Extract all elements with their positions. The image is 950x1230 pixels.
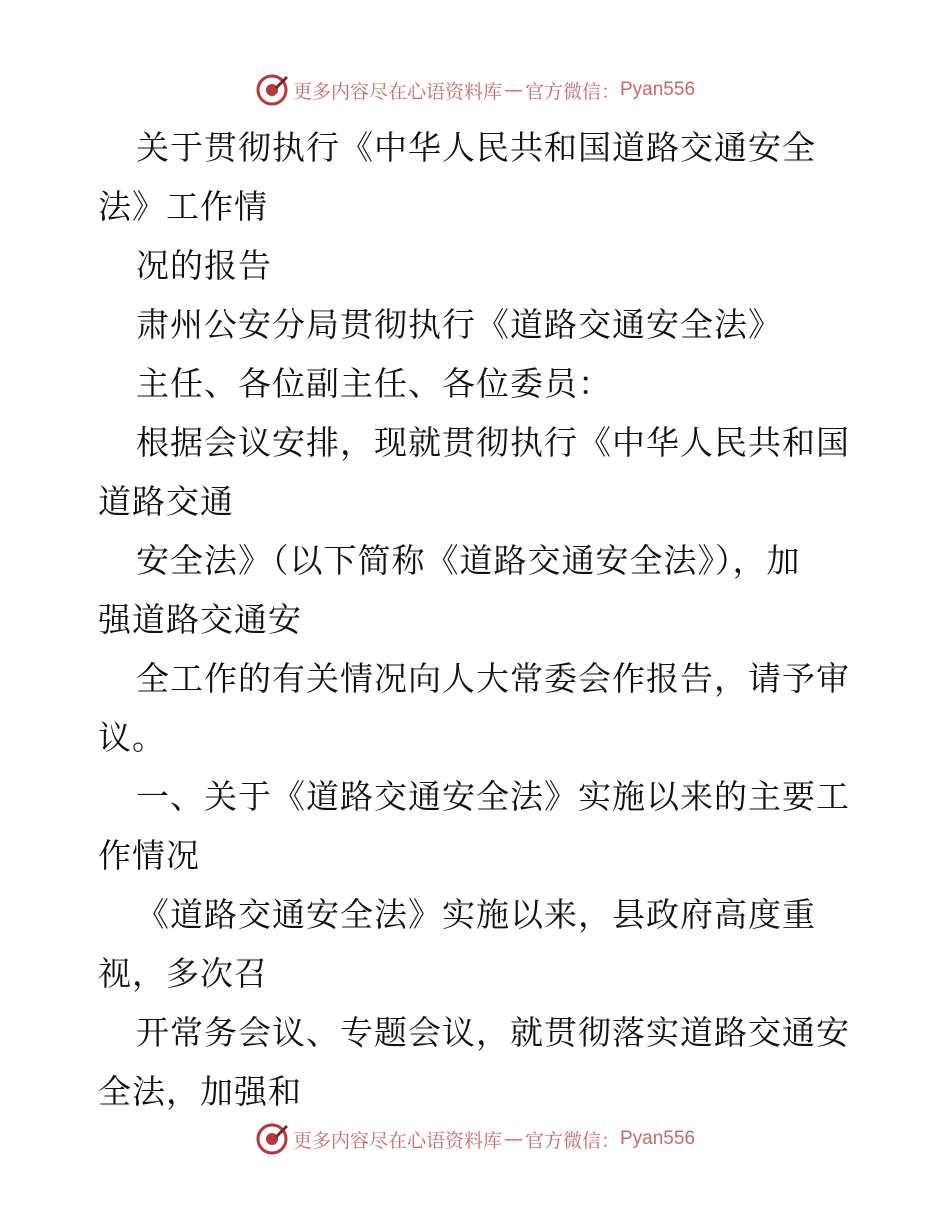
text-line: 强道路交通安: [98, 600, 302, 639]
pen-seal-icon: [255, 1122, 289, 1156]
text-line: 议。: [98, 718, 166, 757]
pen-seal-icon: [255, 73, 289, 107]
text-line: 法》工作情: [98, 187, 268, 226]
text-line: 主任、各位副主任、各位委员：: [136, 364, 612, 403]
banner-wechat-id: Pyan556: [620, 1128, 696, 1149]
text-line: 全法，加强和: [98, 1072, 302, 1111]
text-line: 《道路交通安全法》实施以来，县政府高度重: [136, 895, 816, 934]
text-line: 视，多次召: [98, 954, 268, 993]
text-line: 作情况: [98, 836, 200, 875]
header-banner: [0, 70, 950, 110]
banner-text: 更多内容尽在心语资料库: [292, 80, 502, 103]
banner-dash: —: [503, 1128, 523, 1150]
banner-text: 更多内容尽在心语资料库: [292, 1129, 502, 1152]
text-line: 况的报告: [136, 246, 272, 285]
text-line: 关于贯彻执行《中华人民共和国道路交通安全: [136, 128, 816, 167]
text-line: 根据会议安排，现就贯彻执行《中华人民共和国: [136, 423, 850, 462]
document-body: [98, 118, 858, 1121]
banner-dash: —: [503, 79, 523, 101]
banner-wechat-id: Pyan556: [620, 79, 696, 100]
text-line: 一、关于《道路交通安全法》实施以来的主要工: [136, 777, 850, 816]
footer-banner: [0, 1119, 950, 1159]
banner-wechat-label: 官方微信：: [524, 80, 620, 103]
text-line: 全工作的有关情况向人大常委会作报告，请予审: [136, 659, 850, 698]
text-line: 开常务会议、专题会议，就贯彻落实道路交通安: [136, 1013, 850, 1052]
text-line: 道路交通: [98, 482, 234, 521]
text-line: 安全法》（以下简称《道路交通安全法》），加: [136, 541, 801, 580]
banner-wechat-label: 官方微信：: [524, 1129, 620, 1152]
text-line: 肃州公安分局贯彻执行《道路交通安全法》: [136, 305, 782, 344]
